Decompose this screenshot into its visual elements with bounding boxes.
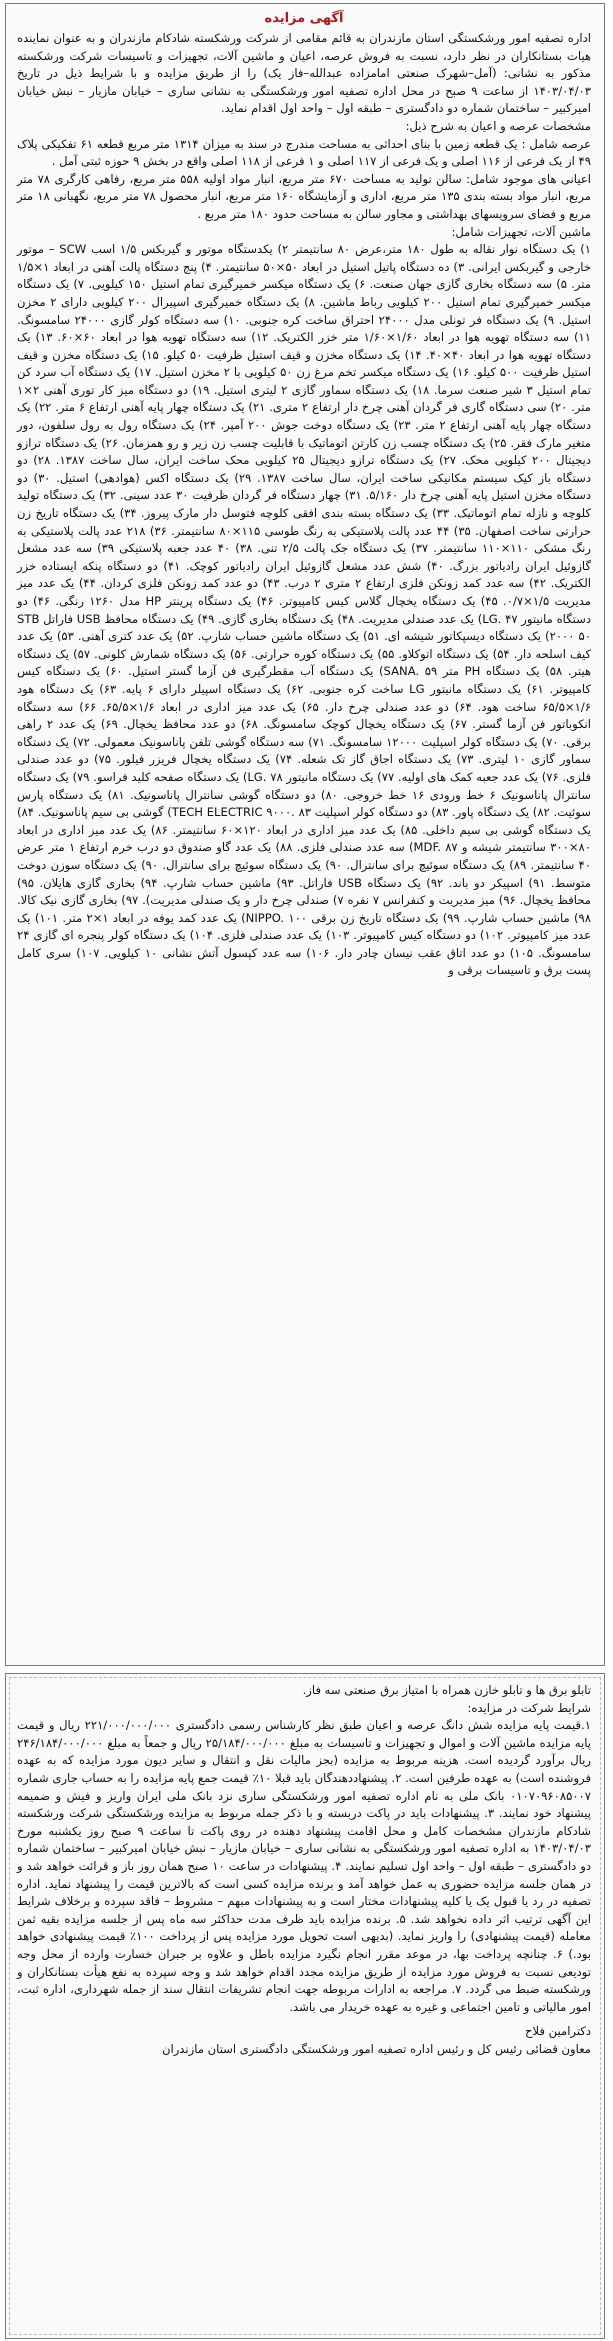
conditions-text: ۱.قیمت پایه مزایده شش دانگ عرصه و اعیان طبق نظر کارشناس رسمی دادگستری ۲۲۱/۰۰۰/۰۰۰/۰۰۰ ریال و قیمت پایه مزایده ماشین آلات و اموال و تجهیزات و تاسیسات به مبلغ ۲۵/۱۸۴/۰۰۰/۰۰۰ ریال و جمعاً به مبلغ ۲۴۶/۱۸۴/۰۰۰/۰۰۰ ریال برآورد گردیده است. هزینه مربوط به مزایده (بجز مالیات نقل و انتقال و سایر دیون مورد مزایده که به عهده فروشنده است) به عهده طرفین است. ۲. پیشنهاددهندگان باید قبلا ۱۰٪ قیمت جمع پایه مزایده را به حساب جاری شماره ۰۱۰۷۰۹۶۰۸۵۰۰۷ بانک ملی به نام اداره تصفیه امور ورشکستگی ساری نزد بانک ملی ایران واریز و فیش و ضمیمه پیشنهاد خود نمایند. ۳. پیشنهادات باید در پاکت دربسته و با ذکر جمله مربوط به مزایده ورشکستگی شرکت ورشکسته شادکام مازندران مشخصات کامل و محل اقامت پیشنهاد دهنده در روی پاکت تا ساعت ۹ صبح روز یکشنبه مورخ ۱۴۰۳/۰۴/۰۳ به اداره تصفیه امور ورشکستگی به نشانی ساری – خیابان مازیار – نبش خیابان امیرکبیر – ساختمان شماره دو دادگستری – طبقه اول – واحد اول تسلیم نمایند. ۴. پیشنهادات در ساعت ۱۰ صبح همان روز باز و قرائت خواهد شد و در همان جلسه مزایده حضوری به عمل خواهد آمد و برنده مزایده کسی است که بالاترین قیمت را پیشنهاد نماید. اداره تصفیه در رد یا قبول یک یا کلیه پیشنهادات مختار است و به پیشنهادات مبهم – مشروط – فاقد سپرده و برخلاف شرایط این آگهی ترتیب اثر داده نخواهد شد. ۵. برنده مزایده باید ظرف مدت حداکثر سه ماه پس از جلسه مزایده بقیه ثمن معامله (قیمت پیشنهادی) را واریز نماید. (بدیهی است تحویل مورد مزایده پس از پرداخت ۱۰۰٪ قیمت پیشنهادی خواهد بود.) ۶. چنانچه پرداخت بها، در موعد مقرر انجام نگیرد مزایده باطل و علاوه بر جبران خسارت وارده از محل وجه تودیعی نسبت به فروش مورد مزایده از طریق مزایده مجدد اقدام خواهد شد و وجه سپرده به نفع هیأت بستانکاران و ورشکسته ضبط می گردد. ۷. مراجعه به ادارات مربوطه جهت انجام تشریفات انتقال سند از جمله شهرداری، اداره ثبت، امور مالیاتی و تامین اجتماعی و غیره به عهده خریدار می باشد. <box>17 1718 592 2014</box>
notice-title: آگهی مزایده <box>264 11 344 26</box>
auction-notice-box <box>5 3 605 1666</box>
signer-name: دکترامین فلاح <box>525 2024 591 2039</box>
specs-heading: مشخصات عرصه و اعیان به شرح ذیل: <box>405 118 591 133</box>
electrical-note: تابلو برق ها و تابلو خازن همراه با امتیاز برق صنعتی سه فاز. <box>302 1683 591 1697</box>
notice-intro: اداره تصفیه امور ورشکستگی استان مازندران به قائم مقامی از شرکت ورشکسته شادکام مازندران و به عنوان نماینده هیات بستانکاران در نظر دارد، نسبت به فروش عرصه، اعیان و ماشین آلات، تجهیزات و تاسیسات شرکت ورشکسته مذکور به نشانی: (آمل–شهرک صنعتی امامزاده عبدالله–فاز یک) را از طریق مزایده و با شرایط ذیل در تاریخ ۱۴۰۳/۰۴/۰۳ از ساعت ۹ صبح در محل اداره تصفیه امور ورشکستگی به نشانی ساری – خیابان مازیار – نبش خیابان امیرکبیر – ساختمان شماره دو دادگستری – طبقه اول – واحد اول اقدام نماید. <box>17 31 591 116</box>
signer-title: معاون قضائی رئیس کل و رئیس اداره تصفیه امور ورشکستگی دادگستری استان مازندران <box>161 2041 591 2056</box>
buildings-description: اعیانی های موجود شامل: سالن تولید به مساحت ۶۷۰ متر مربع، انبار مواد اولیه ۵۵۸ متر مربع، رفاهی کارگری ۷۸ متر مربع، انبار مواد بسته بندی ۱۳۵ متر مربع، اداری و آزمایشگاه ۱۶۰ متر مربع، انبار محصول ۷۸ متر مربع، نگهبانی ۱۸ متر مربع و فضای سرویسهای بهداشتی و مجاور سالن به مساحت حدود ۱۸۰ متر مربع . <box>17 171 591 221</box>
machines-list: ۱) یک دستگاه نوار نقاله به طول ۱۸۰ متر،عرض ۸۰ سانتیمتر ۲) یکدستگاه موتور و گیربکس ۱/۵ اسب SCW – موتور خارجی و گیربکس ایرانی. ۳) ده دستگاه پاتیل استیل در ابعاد ۵۰×۵۰ سانتیمتر. ۴) پنج دستگاه پالت آهنی در ابعاد ۱×۱/۵ متر. ۵) سه دستگاه بخاری گازی جهان صنعت. ۶) یک دستگاه میکسر خمیرگیری تمام استیل ۱۵۰ کیلویی. ۷) یک دستگاه میکسر خمیرگیری تمام استیل ۲۰۰ کیلویی رباط ماشین. ۸) یک دستگاه خمیرگیری اسپیرال ۲۰۰ کیلویی دارای ۲ مخزن استیل. ۹) یک دستگاه فر تونلی مدل ۲۴۰۰۰ احتراق ساخت کره جنوبی. ۱۰) سه دستگاه کولر گازی ۲۴۰۰۰ سامسونگ. ۱۱) سه دستگاه تهویه هوا در ابعاد ۱/۶۰×۱/۶۰ متر خزر الکتریک. ۱۲) سه دستگاه تهویه هوا در ابعاد ۶۰×۶۰. ۱۳) یک دستگاه تهویه هوا در ابعاد ۴۰×۴۰. ۱۴) یک دستگاه مخزن و قیف استیل ظرفیت ۵۰ کیلو. ۱۵) یک دستگاه مخزن و قیف استیل ظرفیت ۵۰۰ کیلو. ۱۶) یک دستگاه میکسر تخم مرغ زن ۵۰ کیلویی با ۲ مخزن استیل. ۱۷) یک دستگاه آب سرد کن تمام استیل ۳ شیر صنعت سرما. ۱۸) یک دستگاه سماور گازی ۲ لیتری استیل. ۱۹) دو دستگاه میز کار توری آهنی ۲×۱ متر. ۲۰) سی دستگاه گاری فر گردان آهنی چرخ دار ارتفاع ۲ متری. ۲۱) یک دستگاه چهار پایه آهنی ارتفاع ۶ متر. ۲۲) یک دستگاه چهار پایه آهنی ارتفاع ۲ متر. ۲۳) یک دستگاه دوخت جوش ۲۰۰ آمپر. ۲۴) یک دستگاه رول به رول سلفون، دور متغیر مارک فقر. ۲۵) یک دستگاه چسب زن کارتن اتوماتیک با قابلیت چسب زن زیر و رو همزمان. ۲۶) یک دستگاه ترازو دیجیتال ۲۰۰ کیلویی محک. ۲۷) یک دستگاه ترازو دیجیتال ۲۵ کیلویی محک ساخت ایران، سال ساخت ۱۳۸۷. ۲۸) دو دستگاه باز کیک سیستم مکانیکی ساخت ایران، سال ساخت ۱۳۸۷. ۲۹) یک دستگاه اکس (هوادهی) استیل. ۳۰) دو دستگاه مخزن استیل پایه آهنی چرخ دار ۵/۱۶۰. ۳۱) چهار دستگاه فر گردان ظرفیت ۳۰ عدد سینی. ۳۲) یک دستگاه تولید کلوچه و نازله تمام اتوماتیک. ۳۳) یک دستگاه بسته بندی افقی کلوچه فتوسل دار مارک پیروز. ۳۴) یک دستگاه تاریخ زن حرارتی ساخت اصفهان. ۳۵) ۴۴ عدد پالت پلاستیکی به رنگ طوسی ۱۱۵×۸۰ سانتیمتر. ۳۶) ۲۱۸ عدد پالت پلاستیکی به رنگ مشکی ۱۱۰×۱۱۰ سانتیمتر. ۳۷) یک دستگاه جک پالت ۲/۵ تنی. ۳۸) ۴۰ عدد جعبه پلاستیکی ۳۹) سه عدد مشعل گازوئیل ایران رادیاتور بزرگ. ۴۰) شش عدد مشعل گازوئیل ایران رادیاتور کوچک. ۴۱) دو دستگاه پنکه ایستاده خزر الکتریک. ۴۲) سه عدد کمد زونکن فلزی ارتفاع ۲ متری ۲ درب. ۴۳) دو عدد کمد زونکن فلزی کردان. ۴۴) یک عدد میز مدیریت ۱/۵×۰/۷. ۴۵) یک دستگاه یخچال گلاس کیس کامپیوتر. ۴۶) یک دستگاه پرینتر HP مدل ۱۲۶۰ رنگی. ۴۶) دو دستگاه مانیتور LG. ۴۷) یک عدد صندلی مدیریت. ۴۸) یک دستگاه بخاری گازی. ۴۹) یک دستگاه محافظ USB فاراتل STB ۲۰۰۰ ۵۰) یک دستگاه دیسپکاتور شیشه ای. ۵۱) یک دستگاه ماشین حساب شارپ. ۵۲) یک عدد کتری آهنی. ۵۳) یک عدد کیف اسلحه دار. ۵۴) یک دستگاه اتوکلاو. ۵۵) یک دستگاه کوره حرارتی. ۵۶) یک دستگاه شمارش کلونی. ۵۷) یک دستگاه هیتر. ۵۸) یک دستگاه PH متر SANA. ۵۹) یک دستگاه آب مقطرگیری فن آزما گستر استیل. ۶۰) یک دستگاه کیس کامپیوتر. ۶۱) یک دستگاه مانیتور LG ساخت کره جنوبی. ۶۲) یک دستگاه اسپیلر دارای ۶ پایه. ۶۳) یک دستگاه هود ۱/۶×۶۵/۵ ساخت هود. ۶۴) دو عدد صندلی چرخ دار. ۶۵) یک عدد میز اداری در ابعاد ۱/۶×۶۵/۵. ۶۶) سه دستگاه انکوباتور فن آزما گستر. ۶۷) یک دستگاه یخچال کوچک سامسونگ. ۶۸) دو عدد محافظ یخچال. ۶۹) یک عدد ۲ راهی برقی. ۷۰) یک دستگاه کولر اسپلیت ۱۲۰۰۰ سامسونگ. ۷۱) سه دستگاه گوشی تلفن پاناسونیک معمولی. ۷۲) یک دستگاه سماور گازی ۱۰ لیتری. ۷۳) یک دستگاه اجاق گاز تک شعله. ۷۴) یک دستگاه یخچال فریزر فیلور. ۷۵) دو عدد صندلی فلزی. ۷۶) یک عدد جعبه کمک های اولیه. ۷۷) یک دستگاه مانیتور LG. ۷۸) یک دستگاه صفحه کلید فراسو. ۷۹) یک دستگاه سانترال پاناسونیک ۶ خط ورودی ۱۶ خط خروجی. ۸۰) دو دستگاه گوشی سانترال پاناسونیک. ۸۱) یک دستگاه پارس سوئیت. ۸۲) یک دستگاه پاور. ۸۳) دو دستگاه کولر اسپلیت TECH ELECTRIC ۹۰۰۰. ۸۳) گوشی بی سیم پاناسونیک. ۸۴) یک دستگاه گوشی بی سیم داخلی. ۸۵) یک عدد میز اداری در ابعاد ۱۲۰×۶۰ سانتیمتر. ۸۶) یک عدد میز اداری در ابعاد ۸۰×۳۰۰ سانتیمتر شیشه و MDF. ۸۷) سه عدد صندلی فلزی. ۸۸) یک عدد گاو صندوق دو درب خرم ارتفاع ۱ متر عرض ۴۰ سانتیمتر. ۸۹) یک دستگاه سوئیچ برای سانترال. ۹۰) یک دستگاه سوئیچ برای سانترال. ۹۰) یک دستگاه سوزن دوخت متوسط. ۹۱) اسپیکر دو باند. ۹۲) یک دستگاه USB فاراتل. ۹۳) ماشین حساب شارپ. ۹۴) بخاری گازی هایلان. ۹۵) محافظ یخچال. ۹۶) میز مدیریت و کنفرانس ۷ نفره ۷) صندلی چرخ دار و یک صندلی مدیریت). ۹۷) بخاری گازی نیک کالا. ۹۸) ماشین حساب شارپ. ۹۹) یک دستگاه تاریخ زن برقی NIPPO. ۱۰۰) یک عدد کمد یوفه در ابعاد ۱×۲ متر. ۱۰۱) یک عدد میز کامپیوتر. ۱۰۲) دو دستگاه کیس کامپیوتر. ۱۰۳) یک عدد صندلی فلزی. ۱۰۴) یک دستگاه کولر پنجره ای گازی ۲۴ سامسونگ. ۱۰۵) دو عدد اتاق عقب نیسان چادر دار. ۱۰۶) سه عدد کپسول آتش نشانی ۱۰ کیلویی. ۱۰۷) سری کامل پست برق و تاسیسات برقی و <box>17 242 592 978</box>
machines-heading: ماشین آلات، تجهیزات شامل: <box>451 224 591 239</box>
land-description: عرصه شامل : یک قطعه زمین با بنای احداثی به مساحت مندرج در سند به میزان ۱۳۱۴ متر مربع قطعه ۶۱ تفکیکی پلاک ۴۹ از یک فرعی از ۱۱۶ اصلی و یک فرعی از ۱۱۷ اصلی و ۱ فرعی از ۱۱۸ اصلی واقع در بخش ۹ حوزه ثبتی آمل . <box>17 136 592 169</box>
auction-conditions-box <box>5 1673 605 2339</box>
conditions-heading: شرایط شرکت در مزایده: <box>467 1700 591 1715</box>
